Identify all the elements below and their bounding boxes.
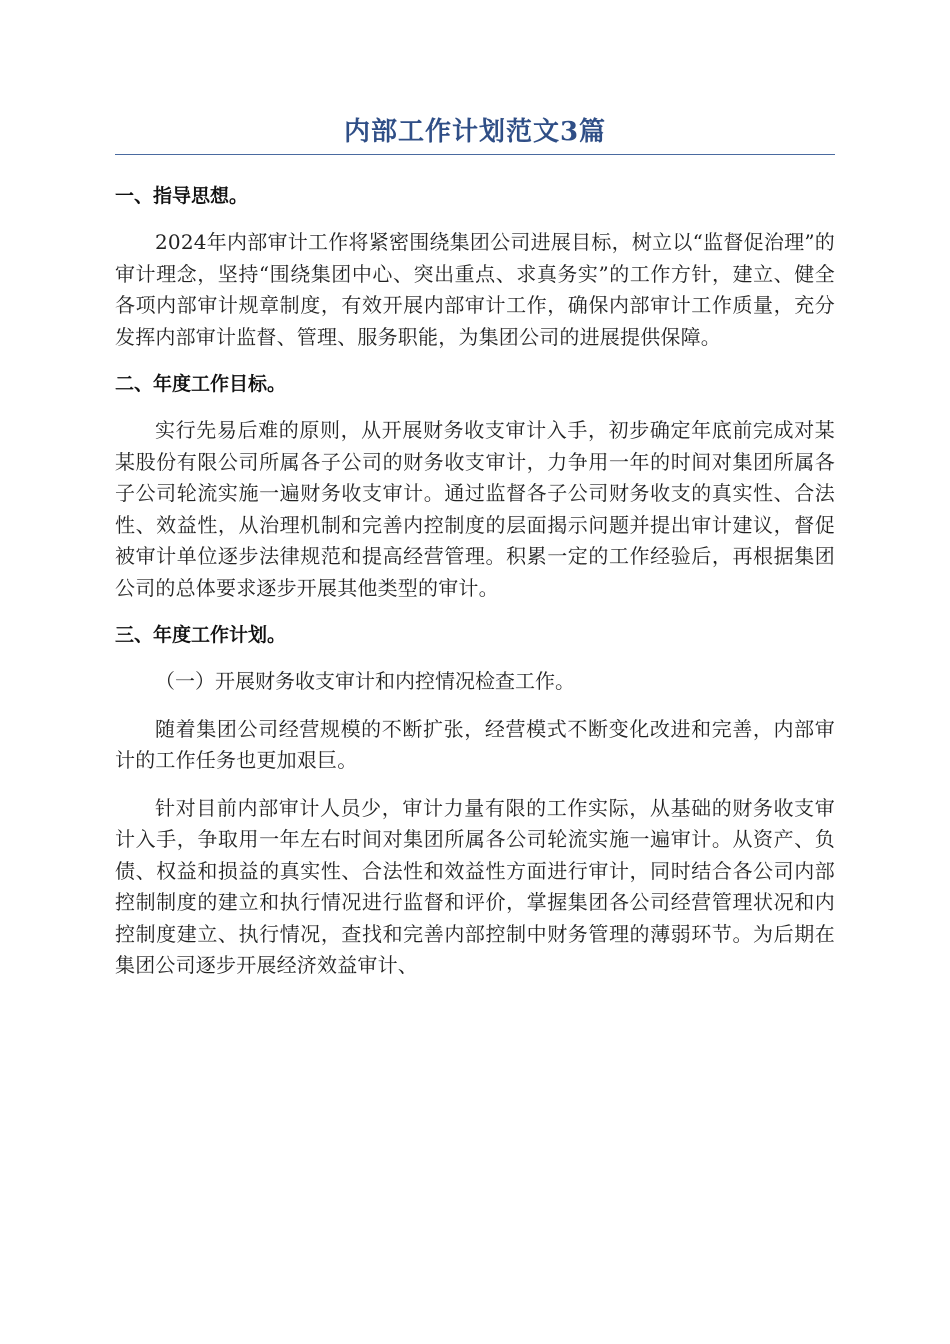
- section-annual-goals: [115, 369, 835, 604]
- body-paragraph: 随着集团公司经营规模的不断扩张，经营模式不断变化改进和完善，内部审计的工作任务也更加艰巨。: [115, 716, 835, 772]
- section-heading: 三、年度工作计划。: [115, 624, 287, 646]
- body-paragraph: 实行先易后难的原则，从开展财务收支审计入手，初步确定年底前完成对某某股份有限公司所属各子公司的财务收支审计，力争用一年的时间对集团所属各子公司轮流实施一遍财务收支审计。通过监督各子公司财务收支的真实性、合法性、效益性，从治理机制和完善内控制度的层面揭示问题并提出审计建议，督促被审计单位逐步法律规范和提高经营管理。积累一定的工作经验后，再根据集团公司的总体要求逐步开展其他类型的审计。: [115, 418, 835, 600]
- section-heading: 二、年度工作目标。: [115, 373, 287, 395]
- section-heading: 一、指导思想。: [115, 185, 249, 207]
- section-annual-plan: [115, 620, 835, 982]
- body-paragraph: 2024年内部审计工作将紧密围绕集团公司进展目标，树立以“监督促治理”的审计理念，坚持“围绕集团中心、突出重点、求真务实”的工作方针，建立、健全各项内部审计规章制度，有效开展内部审计工作，确保内部审计工作质量，充分发挥内部审计监督、管理、服务职能，为集团公司的进展提供保障。: [115, 230, 835, 349]
- sub-heading: （一）开展财务收支审计和内控情况检查工作。: [155, 669, 575, 693]
- body-paragraph: 针对目前内部审计人员少，审计力量有限的工作实际，从基础的财务收支审计入手，争取用一年左右时间对集团所属各公司轮流实施一遍审计。从资产、负债、权益和损益的真实性、合法性和效益性方面进行审计，同时结合各公司内部控制制度的建立和执行情况进行监督和评价，掌握集团各公司经营管理状况和内控制度建立、执行情况，查找和完善内部控制中财务管理的薄弱环节。为后期在集团公司逐步开展经济效益审计、: [115, 795, 835, 977]
- section-guiding-ideology: [115, 181, 835, 353]
- title-underline: [115, 154, 835, 155]
- document-page: [115, 112, 835, 998]
- document-title: 内部工作计划范文3篇: [343, 117, 607, 147]
